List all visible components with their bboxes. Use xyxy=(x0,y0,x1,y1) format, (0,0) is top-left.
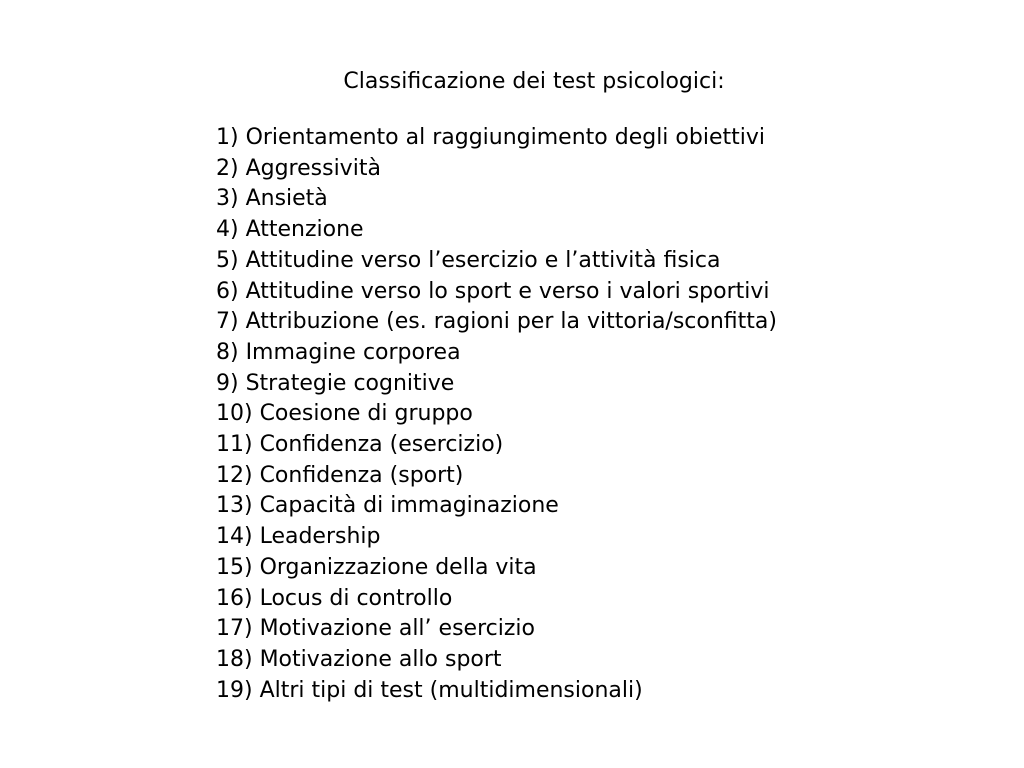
list-item: 9) Strategie cognitive xyxy=(216,370,455,396)
list-item: 16) Locus di controllo xyxy=(216,585,453,611)
list-item: 3) Ansietà xyxy=(216,186,328,212)
list-item: 12) Confidenza (sport) xyxy=(216,462,464,488)
list-item: 15) Organizzazione della vita xyxy=(216,554,537,580)
slide-title: Classificazione dei test psicologici: xyxy=(343,69,725,94)
list-item: 2) Aggressività xyxy=(216,155,381,181)
list-item: 17) Motivazione all’ esercizio xyxy=(216,616,535,642)
list-item: 13) Capacità di immaginazione xyxy=(216,493,559,519)
list-item: 11) Confidenza (esercizio) xyxy=(216,432,504,458)
list-item: 19) Altri tipi di test (multidimensionali) xyxy=(216,677,643,703)
test-classification-list xyxy=(216,123,777,706)
list-item: 7) Attribuzione (es. ragioni per la vittoria/sconfitta) xyxy=(216,309,777,335)
list-item: 5) Attitudine verso l’esercizio e l’attività fisica xyxy=(216,247,721,273)
list-item: 4) Attenzione xyxy=(216,217,364,243)
list-item: 10) Coesione di gruppo xyxy=(216,401,473,427)
list-item: 1) Orientamento al raggiungimento degli obiettivi xyxy=(216,125,765,150)
list-item: 6) Attitudine verso lo sport e verso i valori sportivi xyxy=(216,278,770,304)
list-item: 8) Immagine corporea xyxy=(216,339,461,365)
list-item: 14) Leadership xyxy=(216,524,381,550)
list-item: 18) Motivazione allo sport xyxy=(216,646,502,672)
